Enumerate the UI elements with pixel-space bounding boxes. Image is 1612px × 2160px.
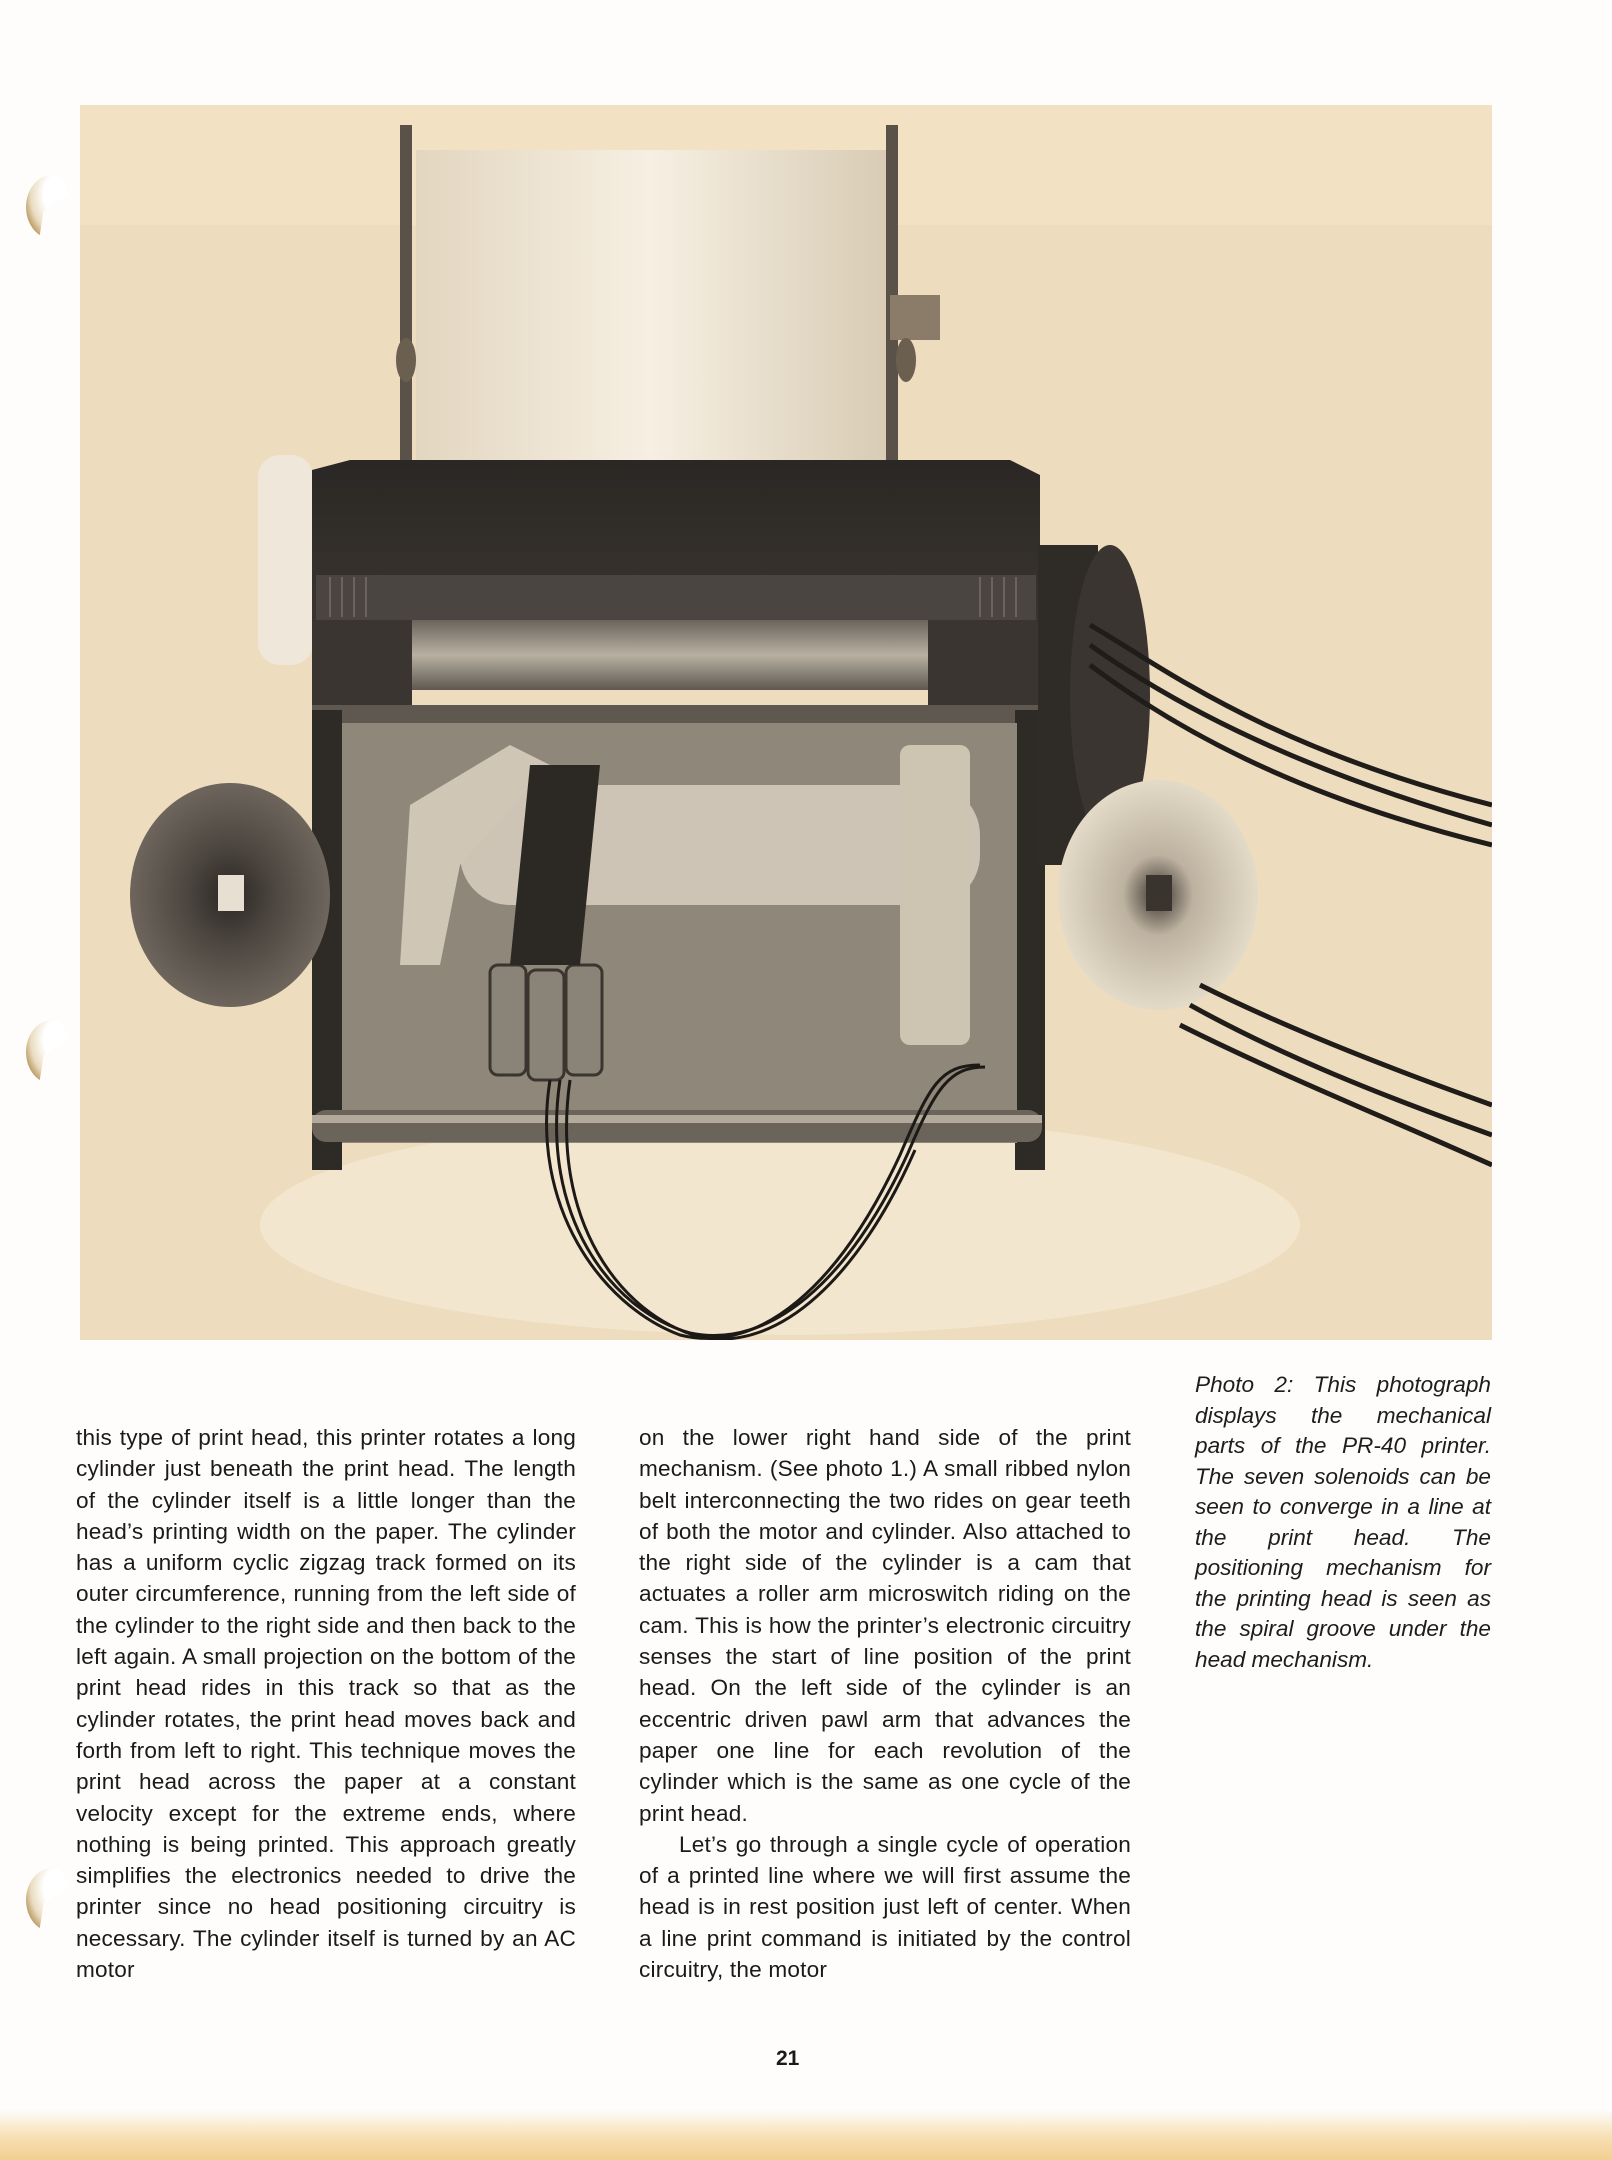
paper-stain-decoration bbox=[0, 2110, 1612, 2160]
printer-mechanism-photo bbox=[80, 105, 1492, 1340]
body-paragraph: this type of print head, this printer rotates a long cylinder just beneath the print head. The length of the cylinder itself is a little longer than the head’s printing width on the paper. The cylinder has a uniform cyclic zigzag track formed on its outer circumference, running from the left side of the cylinder to the right side and then back to the left again. A small projection on the bottom of the print head rides in this track so that as the cylinder rotates, the print head moves back and forth from left to right. This technique moves the print head across the paper at a constant velocity except for the extreme ends, where nothing is being printed. This approach greatly simplifies the electronics needed to drive the printer since no head positioning circuitry is necessary. The cylinder itself is turned by an AC motor bbox=[76, 1425, 576, 1983]
binder-hole-middle bbox=[26, 1020, 70, 1084]
body-paragraph: on the lower right hand side of the print mechanism. (See photo 1.) A small ribbed nylon belt interconnecting the two rides on gear teeth of both the motor and cylinder. Also attached to the right side of the cylinder is a cam that actuates a roller arm microswitch riding on the cam. This is how the printer’s electronic circuitry senses the start of line position of the print head. On the left side of the cylinder is an eccentric driven pawl arm that advances the paper one line for each revolution of the cylinder which is the same as one cycle of the print head. bbox=[639, 1425, 1131, 1826]
binder-hole-top bbox=[26, 175, 70, 239]
body-paragraph: Let’s go through a single cycle of operation of a printed line where we will first assume the head is in rest position just left of center. When a line print command is initiated by the control circuitry, the motor bbox=[639, 1831, 1131, 1983]
page-number: 21 bbox=[776, 2047, 800, 2070]
body-column-left bbox=[76, 1422, 576, 1985]
photo-caption: Photo 2: This photograph displays the mechanical parts of the PR-40 printer. The seven solenoids can be seen to converge in a line at the print head. The positioning mechanism for the printing head is seen as the spiral groove under the head mechanism. bbox=[1195, 1372, 1491, 1672]
photo-illustration bbox=[80, 105, 1492, 1340]
body-column-middle bbox=[639, 1422, 1131, 1985]
binder-hole-bottom bbox=[26, 1868, 70, 1932]
